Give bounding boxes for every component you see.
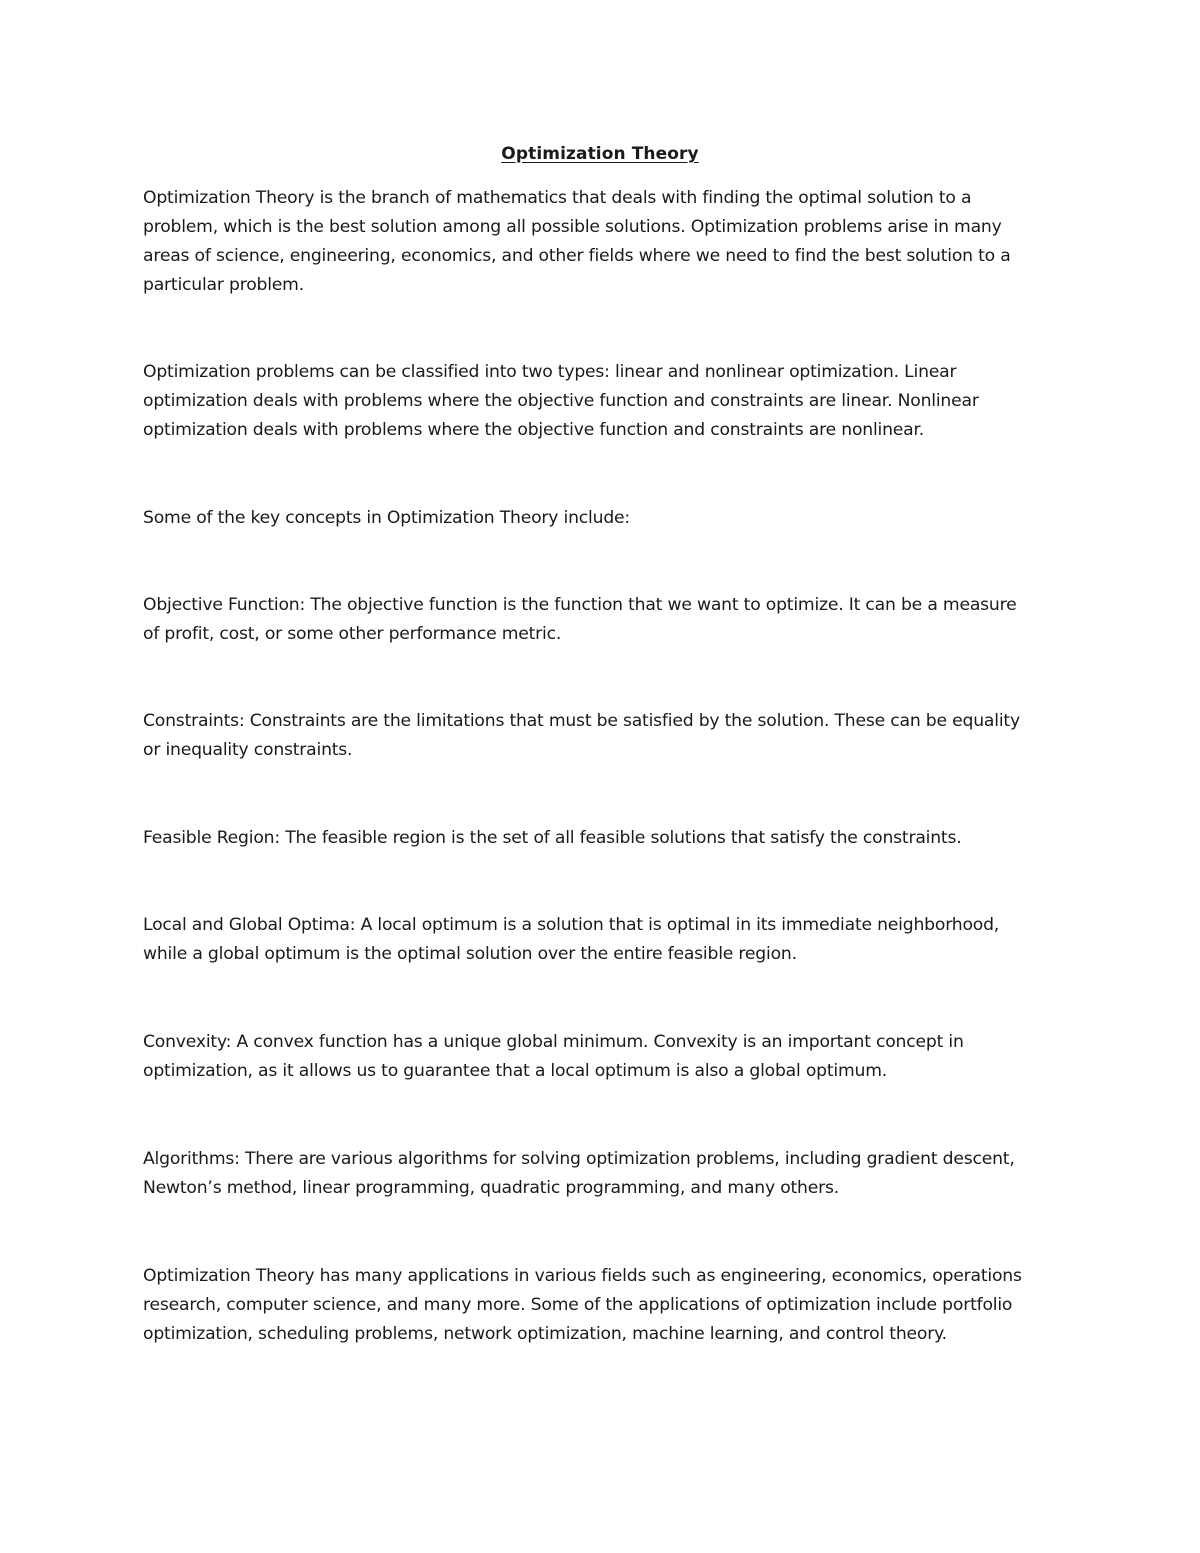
- paragraph-line: Feasible Region: The feasible region is the set of all feasible solutions that satisfy the constraints.: [143, 828, 962, 848]
- paragraph-feasible-region: [143, 824, 1063, 853]
- paragraph-line: Optimization problems can be classified into two types: linear and nonlinear optimization. Linear: [143, 362, 957, 382]
- paragraph-line: Convexity: A convex function has a unique global minimum. Convexity is an important concept in: [143, 1032, 964, 1052]
- paragraph-line: particular problem.: [143, 275, 304, 295]
- paragraph-key-concepts-intro: [143, 504, 1063, 533]
- paragraph-algorithms: [143, 1145, 1063, 1203]
- paragraph-line: of profit, cost, or some other performance metric.: [143, 624, 562, 644]
- paragraph-line: Local and Global Optima: A local optimum is a solution that is optimal in its immediate neighborhood,: [143, 915, 1000, 935]
- paragraph-classification: [143, 358, 1063, 445]
- paragraph-line: optimization, as it allows us to guarantee that a local optimum is also a global optimum.: [143, 1061, 888, 1081]
- paragraph-line: Constraints: Constraints are the limitations that must be satisfied by the solution. These can be equality: [143, 711, 1020, 731]
- paragraph-line: Optimization Theory is the branch of mathematics that deals with finding the optimal solution to a: [143, 188, 972, 208]
- paragraph-line: optimization, scheduling problems, network optimization, machine learning, and control theory.: [143, 1324, 947, 1344]
- paragraph-line: Algorithms: There are various algorithms for solving optimization problems, including gradient descent,: [143, 1149, 1015, 1169]
- paragraph-line: optimization deals with problems where the objective function and constraints are nonlinear.: [143, 420, 925, 440]
- paragraph-line: Some of the key concepts in Optimization Theory include:: [143, 508, 630, 528]
- paragraph-constraints: [143, 707, 1063, 765]
- paragraph-line: Objective Function: The objective function is the function that we want to optimize. It can be a measure: [143, 595, 1017, 615]
- paragraph-line: areas of science, engineering, economics, and other fields where we need to find the best solution to a: [143, 246, 1011, 266]
- paragraph-line: problem, which is the best solution among all possible solutions. Optimization problems arise in many: [143, 217, 1002, 237]
- paragraph-convexity: [143, 1028, 1063, 1086]
- paragraph-objective-function: [143, 591, 1063, 649]
- document-title: Optimization Theory: [501, 144, 699, 164]
- paragraph-line: optimization deals with problems where the objective function and constraints are linear. Nonlinear: [143, 391, 979, 411]
- paragraph-line: or inequality constraints.: [143, 740, 353, 760]
- paragraph-line: Newton’s method, linear programming, quadratic programming, and many others.: [143, 1178, 840, 1198]
- paragraph-line: research, computer science, and many more. Some of the applications of optimization include portfolio: [143, 1295, 1013, 1315]
- paragraph-line: while a global optimum is the optimal solution over the entire feasible region.: [143, 944, 797, 964]
- paragraph-local-global-optima: [143, 911, 1063, 969]
- paragraph-introduction: [143, 184, 1063, 300]
- paragraph-applications: [143, 1262, 1063, 1349]
- paragraph-line: Optimization Theory has many applications in various fields such as engineering, economics, operations: [143, 1266, 1022, 1286]
